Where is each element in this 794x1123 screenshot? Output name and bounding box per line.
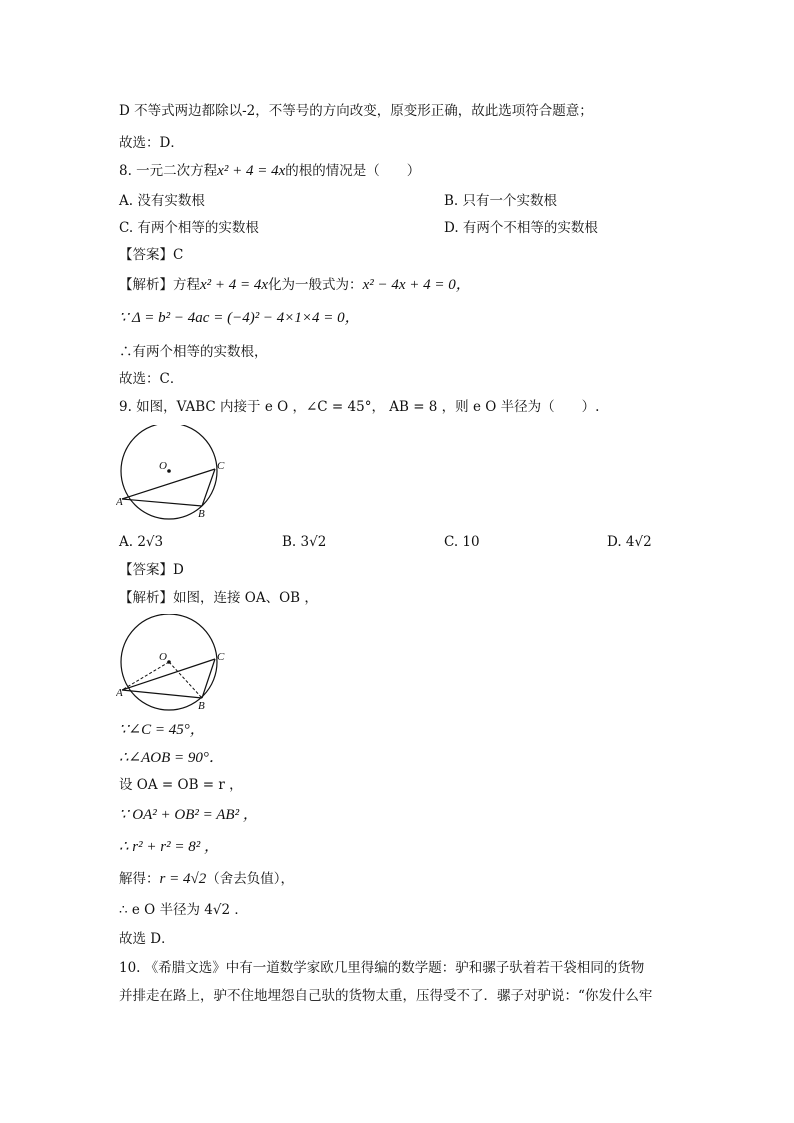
delta-line: ∵ Δ = b² − 4ac = (−4)² − 4×1×4 = 0，	[119, 310, 360, 326]
option-d: D. 有两个不相等的实数根	[444, 220, 598, 236]
question-9: 9. 如图，VABC 内接于 e O ，∠C = 45°， AB = 8 ，则 e O 半径为（ ）.	[119, 399, 600, 415]
step-line: 解得：r = 4√2（舍去负值），	[119, 871, 294, 887]
option-b: B. 3√2	[282, 534, 327, 550]
answer-label: 【答案】C	[119, 247, 184, 263]
option-b: B. 只有一个实数根	[444, 193, 558, 209]
text-line: 并排走在路上，驴不住地埋怨自己驮的货物太重，压得受不了．骡子对驴说：“你发什么牢	[119, 988, 653, 1004]
equation: x² + 4 = 4x	[217, 163, 286, 179]
question-8: 8. 一元二次方程x² + 4 = 4x的根的情况是（ ）	[119, 163, 421, 179]
analysis-line: 【解析】方程x² + 4 = 4x化为一般式为：x² − 4x + 4 = 0，	[119, 277, 471, 293]
circle-figure-1	[116, 425, 236, 520]
step-line: ∵∠C = 45°，	[119, 722, 205, 738]
svg-text:C: C	[217, 651, 225, 663]
svg-text:A: A	[116, 496, 123, 508]
step-line: 设 OA = OB = r ，	[119, 777, 243, 793]
option-a: A. 2√3	[119, 534, 164, 550]
text-line: ∴有两个相等的实数根，	[119, 344, 268, 360]
text-line: 故选：D．	[119, 135, 184, 151]
analysis-line: 【解析】如图，连接 OA、OB ，	[119, 590, 318, 606]
step-line: ∴ e O 半径为 4√2 ．	[119, 902, 248, 918]
svg-text:A: A	[116, 687, 123, 699]
svg-text:B: B	[198, 508, 205, 520]
option-a: A. 没有实数根	[119, 193, 205, 209]
question-10: 10. 《希腊文选》中有一道数学家欧几里得编的数学题：驴和骡子驮着若干袋相同的货物	[119, 960, 645, 976]
svg-text:O: O	[159, 651, 167, 663]
step-line: ∴∠AOB = 90°．	[119, 750, 224, 766]
text-line: D 不等式两边都除以-2，不等号的方向改变，原变形正确，故此选项符合题意；	[119, 103, 593, 119]
svg-text:C: C	[217, 460, 225, 472]
option-c: C. 有两个相等的实数根	[119, 220, 259, 236]
option-c: C. 10	[444, 534, 480, 550]
text-line: 故选 D．	[119, 931, 175, 947]
circle-figure-2	[116, 614, 236, 712]
step-line: ∵ OA² + OB² = AB² ，	[119, 807, 258, 823]
svg-text:O: O	[159, 460, 167, 472]
answer-label: 【答案】D	[119, 562, 184, 578]
step-line: ∴ r² + r² = 8² ，	[119, 839, 219, 855]
svg-text:B: B	[198, 700, 205, 712]
option-d: D. 4√2	[607, 534, 652, 550]
text-line: 故选：C．	[119, 371, 184, 387]
